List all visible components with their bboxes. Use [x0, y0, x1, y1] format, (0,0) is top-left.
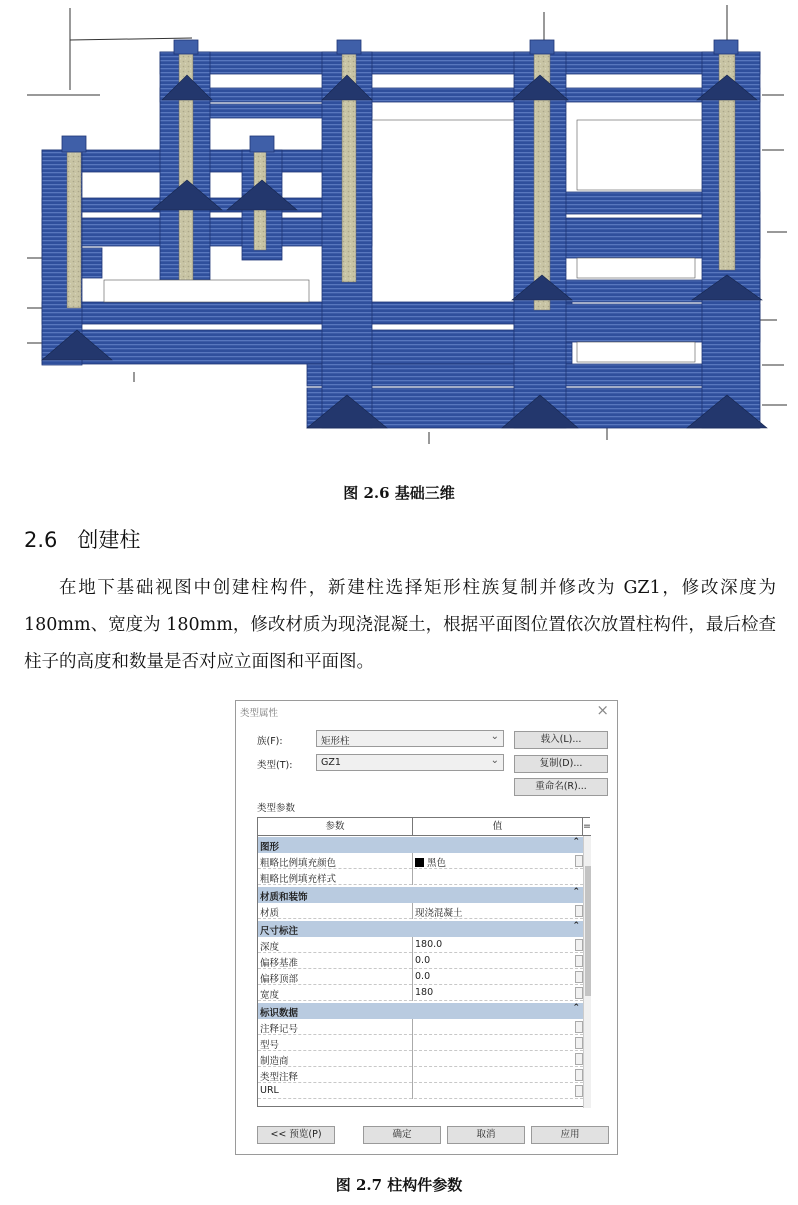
edit-button[interactable] — [575, 971, 583, 983]
chevron-down-icon: ⌄ — [490, 731, 499, 742]
table-row[interactable] — [258, 853, 583, 869]
table-row[interactable] — [258, 969, 583, 985]
body-paragraph: 在地下基础视图中创建柱构件，新建柱选择矩形柱族复制并修改为 GZ1，修改深度为 180mm、宽度为 180mm，修改材质为现浇混凝土，根据平面图位置依次放置柱构件，最后检查柱子的高度和数量是否对应立面图和平面图。 — [24, 578, 776, 672]
param-name: 深度 — [260, 942, 280, 953]
group-label: 图形 — [260, 842, 280, 853]
group-label: 材质和装饰 — [260, 892, 308, 903]
collapse-icon[interactable]: ⌃ — [572, 837, 580, 847]
foundation-3d-figure — [22, 0, 792, 450]
column-header-eq: = — [583, 821, 591, 832]
edit-button[interactable] — [575, 939, 583, 951]
edit-button[interactable] — [575, 905, 583, 917]
rename-button[interactable]: 重命名(R)... — [514, 778, 608, 796]
family-label: 族(F): — [257, 736, 283, 747]
color-swatch-icon — [415, 858, 424, 867]
section-title: 创建柱 — [77, 528, 141, 552]
param-name: 材质 — [260, 908, 280, 919]
cancel-button[interactable]: 取消 — [447, 1126, 525, 1144]
family-select[interactable] — [316, 730, 504, 747]
table-row[interactable] — [258, 1035, 583, 1051]
edit-button[interactable] — [575, 987, 583, 999]
preview-button[interactable]: << 预览(P) — [257, 1126, 335, 1144]
table-row[interactable] — [258, 1083, 583, 1099]
ok-button[interactable]: 确定 — [363, 1126, 441, 1144]
section-number: 2.6 — [24, 528, 58, 552]
group-label: 标识数据 — [260, 1008, 299, 1019]
close-icon[interactable]: × — [596, 701, 609, 719]
param-value[interactable] — [415, 855, 446, 869]
param-name: 型号 — [260, 1040, 280, 1051]
section-heading — [24, 524, 140, 554]
group-label: 尺寸标注 — [260, 926, 299, 937]
figure-caption-2-7: 图 2.7 柱构件参数 — [335, 1176, 463, 1194]
group-dimensions[interactable] — [258, 921, 583, 937]
edit-button[interactable] — [575, 1085, 583, 1097]
param-name: 类型注释 — [260, 1072, 299, 1083]
param-name: 粗略比例填充样式 — [260, 874, 337, 885]
edit-button[interactable] — [575, 1053, 583, 1065]
edit-button[interactable] — [575, 955, 583, 967]
vertical-scrollbar[interactable] — [583, 836, 591, 1108]
edit-button[interactable] — [575, 1069, 583, 1081]
table-row[interactable] — [258, 869, 583, 885]
table-row[interactable] — [258, 1019, 583, 1035]
table-row[interactable] — [258, 953, 583, 969]
figure-caption-2-6: 图 2.6 基础三维 — [343, 484, 455, 502]
collapse-icon[interactable]: ⌃ — [572, 1003, 580, 1013]
param-name: 粗略比例填充颜色 — [260, 858, 337, 869]
duplicate-button[interactable]: 复制(D)... — [514, 755, 608, 773]
param-value[interactable]: 0.0 — [415, 971, 431, 982]
family-value: 矩形柱 — [321, 736, 350, 747]
param-name: URL — [260, 1085, 279, 1096]
param-name: 注释记号 — [260, 1024, 299, 1035]
edit-button[interactable] — [575, 1037, 583, 1049]
column-header-value[interactable]: 值 — [413, 818, 583, 835]
type-properties-dialog — [235, 700, 618, 1155]
type-label: 类型(T): — [257, 760, 293, 771]
table-row[interactable] — [258, 1067, 583, 1083]
parameter-grid — [257, 817, 590, 1107]
column-header-param[interactable]: 参数 — [258, 818, 413, 835]
dialog-titlebar — [236, 701, 617, 723]
apply-button[interactable]: 应用 — [531, 1126, 609, 1144]
param-value[interactable]: 现浇混凝土 — [415, 908, 463, 919]
table-row[interactable] — [258, 903, 583, 919]
dialog-title: 类型属性 — [240, 708, 279, 719]
type-value: GZ1 — [321, 757, 341, 768]
param-name: 偏移顶部 — [260, 974, 299, 985]
param-value[interactable]: 180.0 — [415, 939, 443, 950]
color-name: 黑色 — [427, 858, 447, 869]
grid-header — [258, 818, 591, 836]
param-name: 偏移基准 — [260, 958, 299, 969]
table-row[interactable] — [258, 1051, 583, 1067]
table-row[interactable] — [258, 985, 583, 1001]
param-name: 宽度 — [260, 990, 280, 1001]
collapse-icon[interactable]: ⌃ — [572, 887, 580, 897]
chevron-down-icon: ⌄ — [490, 755, 499, 766]
type-select[interactable] — [316, 754, 504, 771]
collapse-icon[interactable]: ⌃ — [572, 921, 580, 931]
table-row[interactable] — [258, 937, 583, 953]
param-value[interactable]: 180 — [415, 987, 434, 998]
param-name: 制造商 — [260, 1056, 289, 1067]
param-value[interactable]: 0.0 — [415, 955, 431, 966]
load-button[interactable]: 载入(L)... — [514, 731, 608, 749]
foundation-3d-image — [22, 0, 792, 450]
group-identity[interactable] — [258, 1003, 583, 1019]
edit-button[interactable] — [575, 855, 583, 867]
edit-button[interactable] — [575, 1021, 583, 1033]
group-graphics[interactable] — [258, 837, 583, 853]
scrollbar-thumb[interactable] — [585, 866, 591, 996]
type-params-label: 类型参数 — [257, 803, 296, 814]
group-materials[interactable] — [258, 887, 583, 903]
